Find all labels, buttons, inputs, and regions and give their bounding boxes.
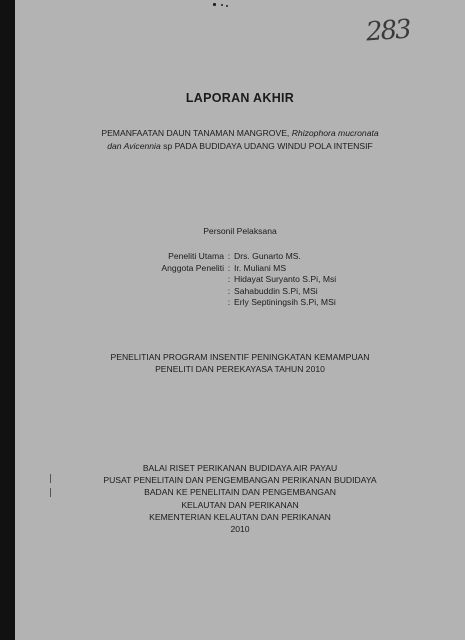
- species-name: dan Avicennia: [107, 140, 161, 151]
- institution-line: BALAI RISET PERIKANAN BUDIDAYA AIR PAYAU: [142, 463, 338, 473]
- personnel-row: [140, 263, 336, 275]
- personnel-row: [140, 251, 336, 263]
- binding-edge: [0, 0, 15, 640]
- personnel-role: Peneliti Utama: [168, 251, 224, 261]
- personnel-row: [140, 274, 336, 286]
- personnel-role: [140, 297, 224, 309]
- program-line: PENELITIAN PROGRAM INSENTIF PENINGKATAN KEMAMPUAN: [110, 352, 370, 362]
- personnel-row: [140, 297, 336, 309]
- institution-line: BADAN KE PENELITAIN DAN PENGEMBANGAN: [144, 487, 336, 498]
- personnel-separator: :: [227, 274, 231, 285]
- personnel-name: Drs. Gunarto MS.: [234, 251, 301, 261]
- program-statement: [15, 351, 465, 375]
- ink-speck: [213, 3, 216, 6]
- subtitle-text: PEMANFAATAN DAUN TANAMAN MANGROVE,: [101, 128, 292, 138]
- program-line: PENELITI DAN PEREKAYASA TAHUN 2010: [155, 364, 325, 374]
- report-title: LAPORAN AKHIR: [185, 91, 295, 105]
- species-name: Rhizophora mucronata: [291, 128, 379, 138]
- personnel-role: Anggota Peneliti: [161, 262, 224, 273]
- personnel-heading: Personil Pelaksana: [203, 226, 277, 236]
- personnel-role: [140, 286, 224, 298]
- institution-block: [15, 462, 465, 535]
- institution-line: KEMENTERIAN KELAUTAN DAN PERIKANAN: [149, 511, 331, 522]
- personnel-list: [140, 251, 336, 309]
- ink-speck: [221, 4, 223, 6]
- subtitle-line-1: [15, 127, 465, 140]
- personnel-name: Sahabuddin S.Pi, MSi: [234, 285, 318, 296]
- ink-speck: [226, 5, 228, 7]
- report-subtitle: [15, 127, 465, 152]
- subtitle-text: sp PADA BUDIDAYA UDANG WINDU POLA INTENSIF: [160, 140, 373, 151]
- institution-line: KELAUTAN DAN PERIKANAN: [181, 499, 299, 510]
- scan-mark: [50, 474, 51, 483]
- institution-line: PUSAT PENELITAIN DAN PENGEMBANGAN PERIKANAN BUDIDAYA: [103, 475, 377, 486]
- personnel-separator: :: [227, 285, 231, 296]
- subtitle-line-2: [15, 140, 465, 153]
- personnel-row: [140, 286, 336, 298]
- personnel-name: Hidayat Suryanto S.Pi, Msi: [234, 274, 337, 285]
- scan-mark: [50, 488, 51, 497]
- personnel-separator: :: [227, 251, 231, 261]
- personnel-separator: :: [227, 262, 231, 273]
- handwritten-page-number: 283: [365, 14, 411, 48]
- personnel-name: Erly Septiningsih S.Pi, MSi: [234, 297, 336, 308]
- institution-year: 2010: [230, 524, 250, 535]
- personnel-role: [140, 274, 224, 286]
- personnel-name: Ir. Muliani MS: [234, 262, 287, 273]
- personnel-separator: :: [227, 297, 231, 308]
